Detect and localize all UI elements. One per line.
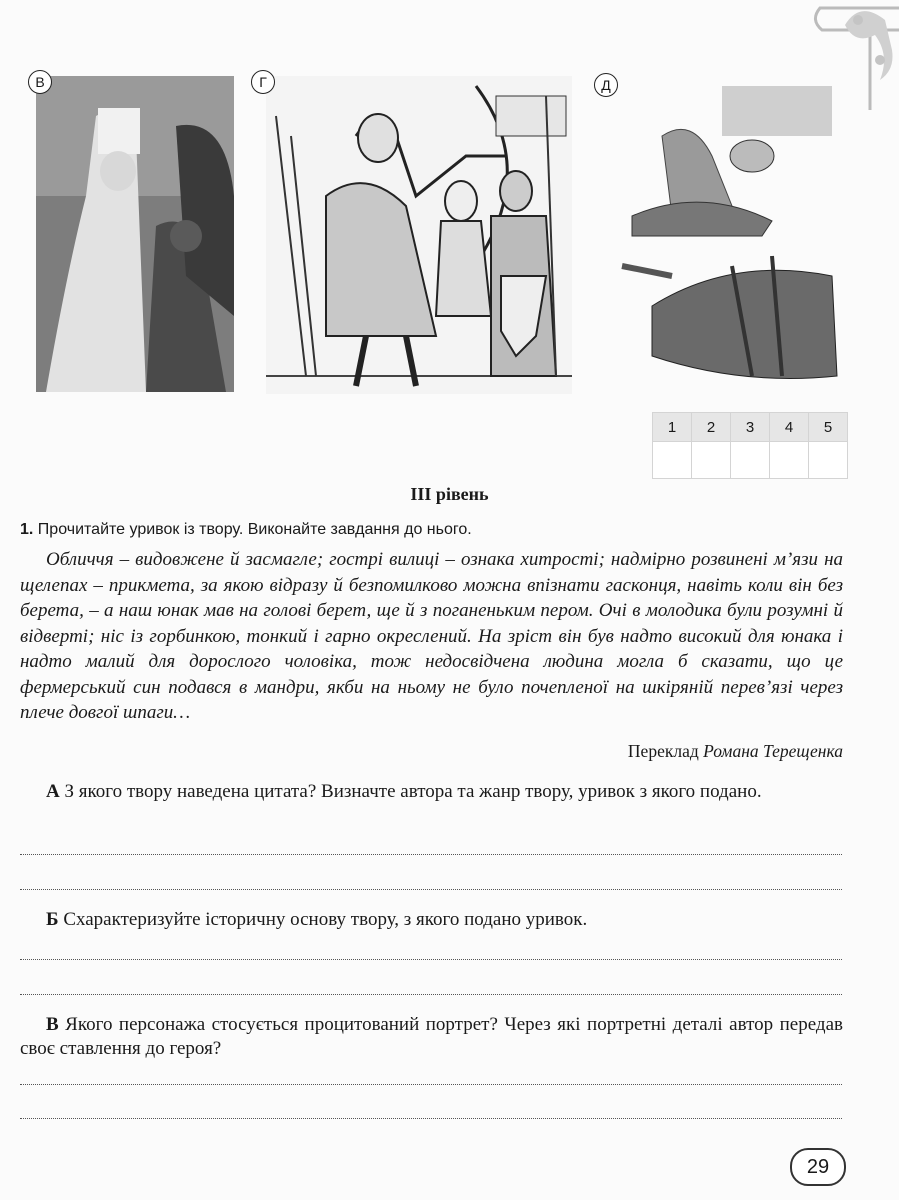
answer-grid-row [653, 442, 848, 479]
answer-cell[interactable] [653, 442, 692, 479]
answer-line[interactable] [20, 1084, 842, 1085]
answer-grid [652, 412, 848, 479]
answer-cell[interactable] [731, 442, 770, 479]
answer-grid-header-cell: 2 [692, 413, 731, 442]
lady-and-knight-illustration [36, 76, 234, 392]
picture-label-d: Д [594, 73, 618, 97]
translator-name: Романа Терещенка [703, 741, 843, 761]
answer-grid-header [653, 413, 848, 442]
answer-line[interactable] [20, 959, 842, 960]
translator-prefix: Переклад [627, 741, 704, 761]
answer-line[interactable] [20, 854, 842, 855]
picture-label-g: Г [251, 70, 275, 94]
answer-grid-header-cell: 3 [731, 413, 770, 442]
question-text: Якого персонажа стосується процитований портрет? Через які портретні деталі автор передав своє ставлення до героя? [20, 1014, 843, 1059]
question-v [20, 1013, 843, 1061]
picture-d [612, 76, 844, 398]
answer-line[interactable] [20, 1118, 842, 1119]
answer-cell[interactable] [692, 442, 731, 479]
task-instruction [20, 521, 472, 539]
picture-label-v: В [28, 70, 52, 94]
answer-line[interactable] [20, 889, 842, 890]
question-letter: Б [46, 909, 59, 930]
answer-grid-header-cell: 4 [770, 413, 809, 442]
task-number: 1. [20, 521, 34, 538]
page-number: 29 [790, 1148, 846, 1186]
answer-cell[interactable] [809, 442, 848, 479]
answer-line[interactable] [20, 994, 842, 995]
question-letter: А [46, 781, 60, 802]
question-text: З якого твору наведена цитата? Визначте автора та жанр твору, уривок з якого подано. [59, 781, 762, 802]
translator-credit [628, 741, 843, 762]
question-text: Схарактеризуйте історичну основу твору, з якого подано уривок. [58, 909, 588, 930]
picture-v [36, 76, 234, 392]
duel-illustration [612, 76, 844, 398]
answer-cell[interactable] [770, 442, 809, 479]
excerpt-text: Обличчя – видовжене й засмагле; гострі вилиці – ознака хитрості; надмірно розвинені м’язи на щелепах – прикмета, за якою відразу й безпомилково можна впізнати гасконця, навіть коли він без берета, – а наш юнак мав на голові берет, ще й з поганеньким пером. Очі в молодика були розумні й відверті; ніс із горбинкою, тонкий і гарно окреслений. На зріст він був надто високий для юнака і надто малий для дорослого чоловіка, тож недосвідчена людина могла б сказати, що це фермерський син подався в мандри, якби на ньому не було почепленої на шкіряній перев’язі через плече довгої шпаги… [20, 549, 843, 723]
task-text: Прочитайте уривок із твору. Виконайте завдання до нього. [37, 521, 472, 538]
answer-grid-header-cell: 5 [809, 413, 848, 442]
level-title: ІІІ рівень [410, 484, 489, 504]
question-b [20, 908, 843, 932]
question-a [20, 780, 843, 804]
literary-excerpt [20, 547, 843, 726]
question-letter: В [46, 1014, 59, 1035]
archer-illustration [266, 76, 572, 394]
answer-grid-header-cell: 1 [653, 413, 692, 442]
picture-g [266, 76, 572, 394]
